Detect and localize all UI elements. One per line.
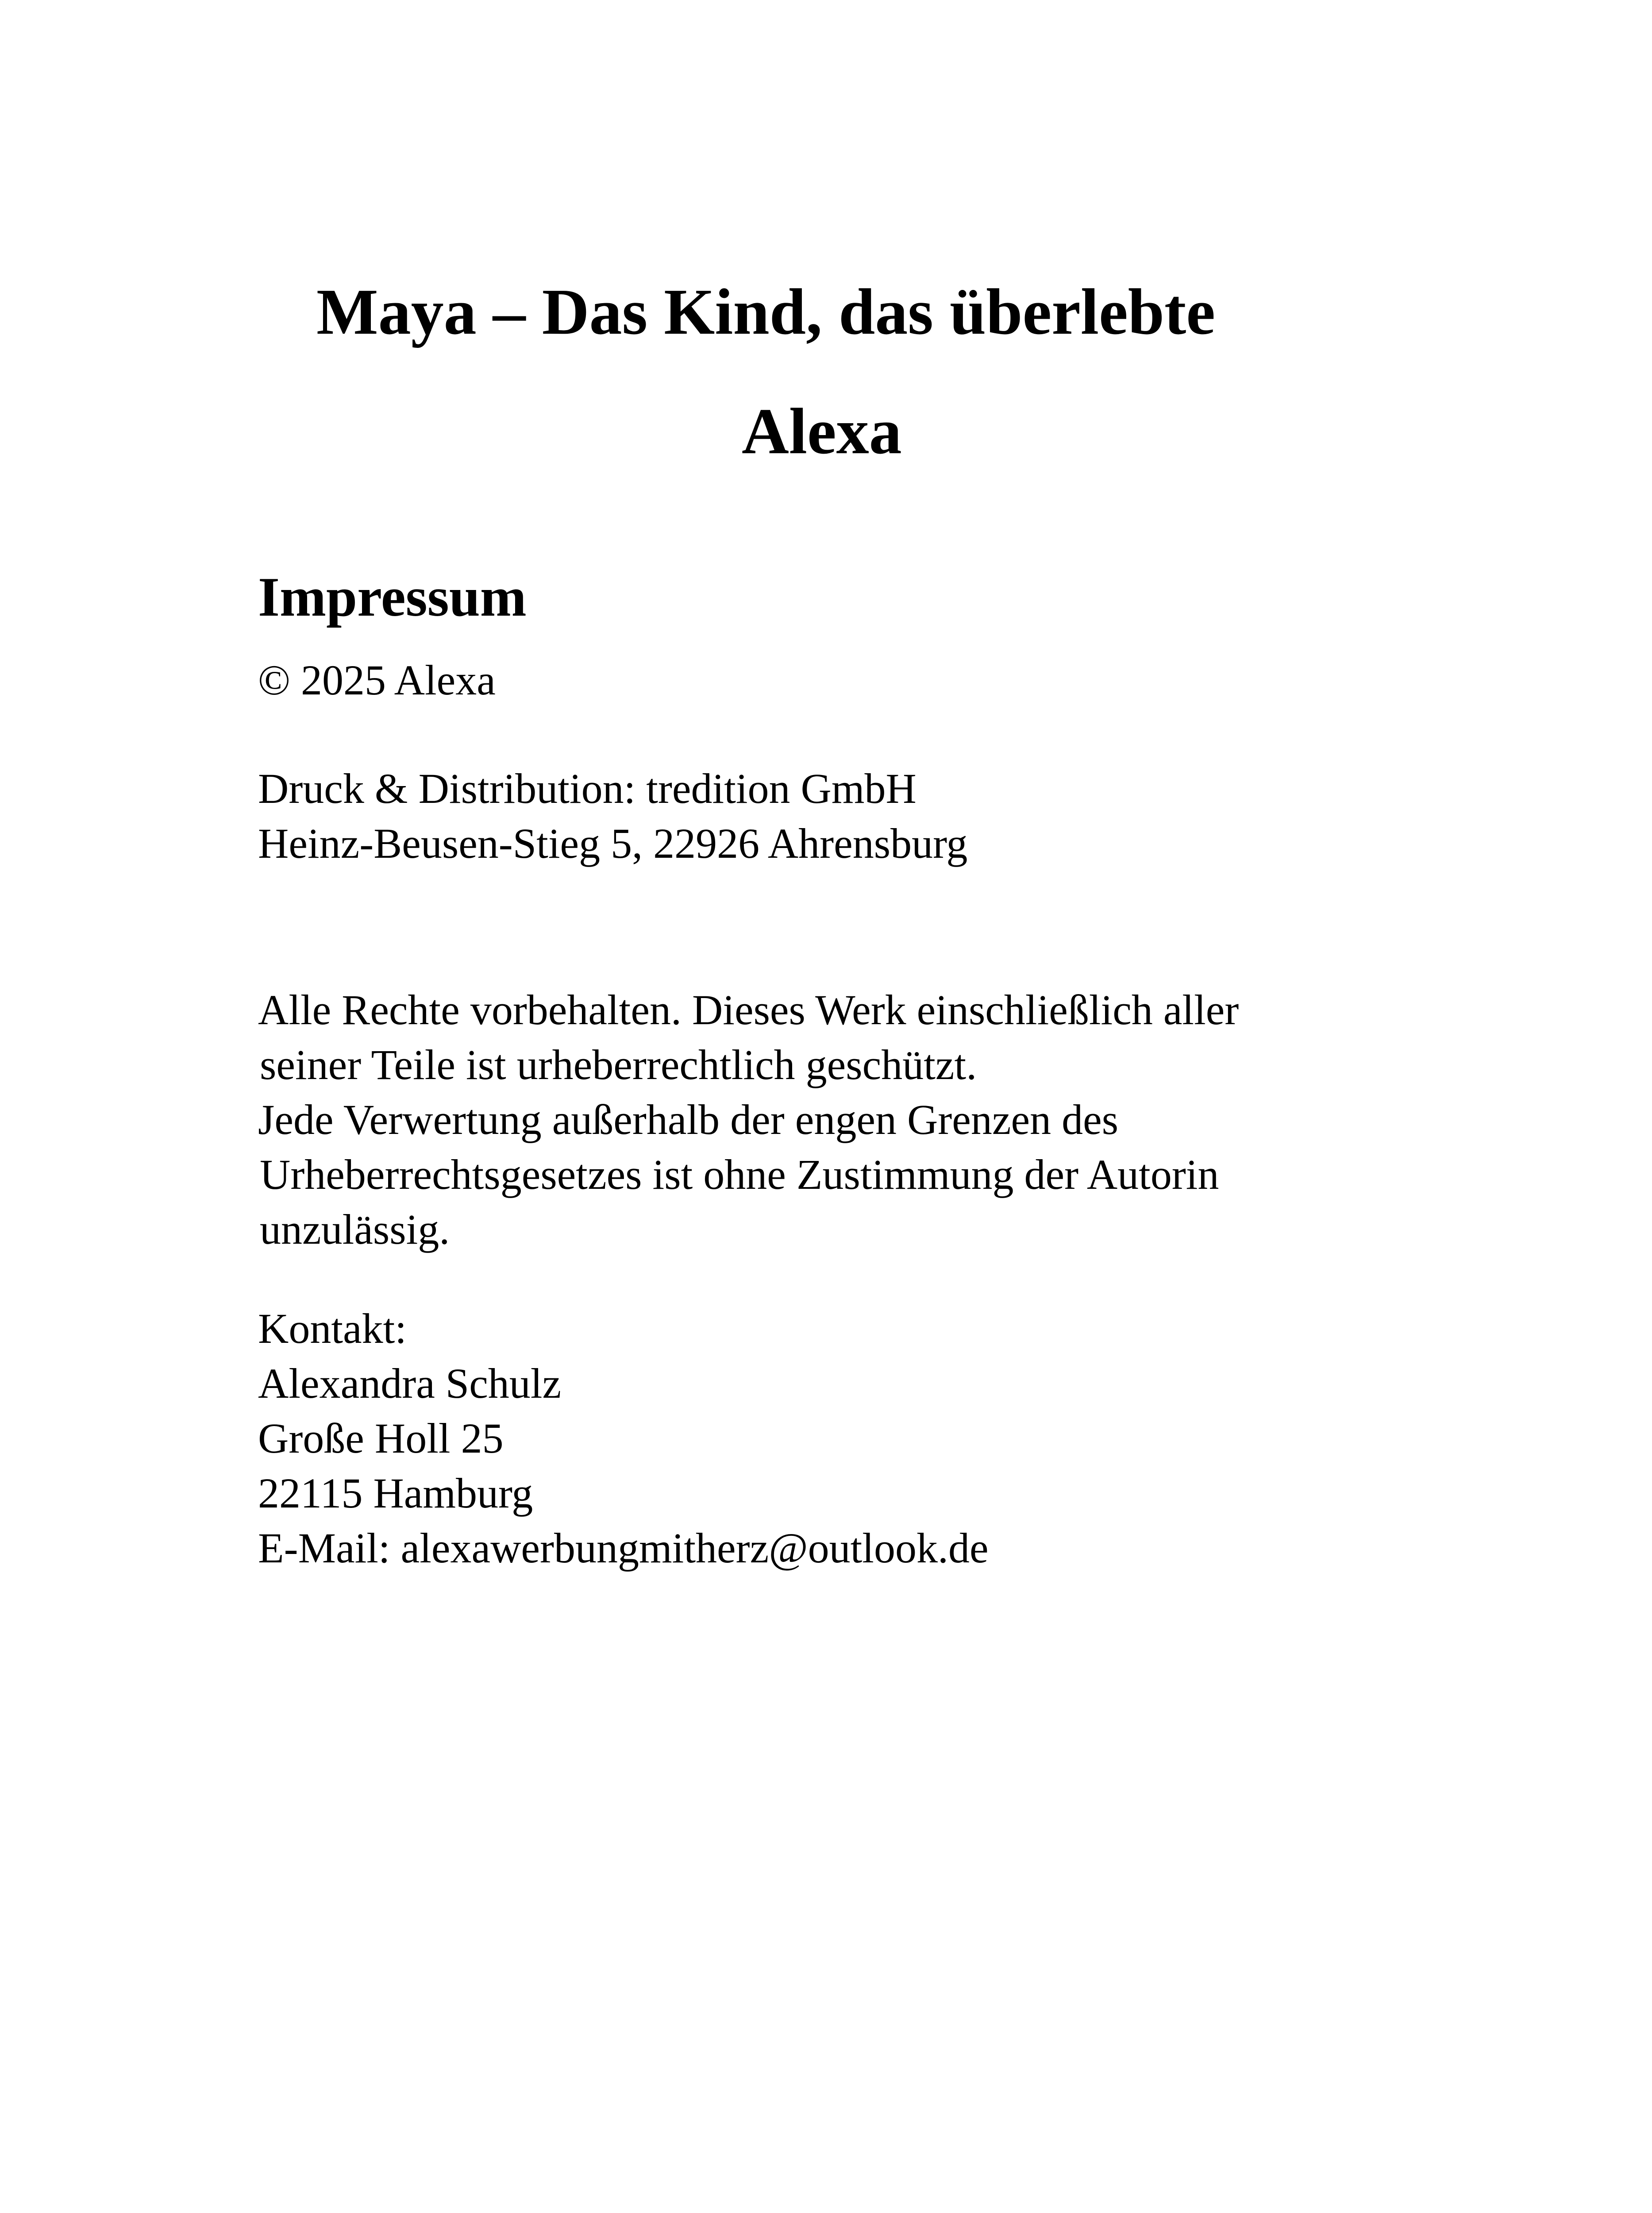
contact-label: Kontakt: [258,1305,407,1352]
imprint-heading: Impressum [258,567,527,628]
rights-line: Urheberrechtsgesetzes ist ohne Zustimmung der Autorin [260,1151,1219,1198]
rights-line: Jede Verwertung außerhalb der engen Grenzen des [258,1096,1119,1143]
distribution-address-line: Heinz-Beusen-Stieg 5, 22926 Ahrensburg [258,820,968,867]
book-author: Alexa [742,395,902,468]
rights-block [258,983,1239,1257]
rights-line: Alle Rechte vorbehalten. Dieses Werk einschließlich aller [258,986,1239,1033]
copyright-line: © 2025 Alexa [258,656,496,704]
distribution-block [258,761,967,871]
book-title: Maya – Das Kind, das überlebte [316,276,1216,348]
contact-street: Große Holl 25 [258,1415,504,1462]
contact-name: Alexandra Schulz [258,1360,562,1407]
contact-block [258,1301,989,1576]
contact-email: E-Mail: alexawerbungmitherz@outlook.de [258,1524,989,1572]
distribution-line: Druck & Distribution: tredition GmbH [258,765,916,812]
rights-line: seiner Teile ist urheberrechtlich geschützt. [260,1041,977,1088]
copyright-notice [258,653,496,708]
rights-line: unzulässig. [260,1206,450,1253]
contact-city: 22115 Hamburg [258,1469,533,1517]
